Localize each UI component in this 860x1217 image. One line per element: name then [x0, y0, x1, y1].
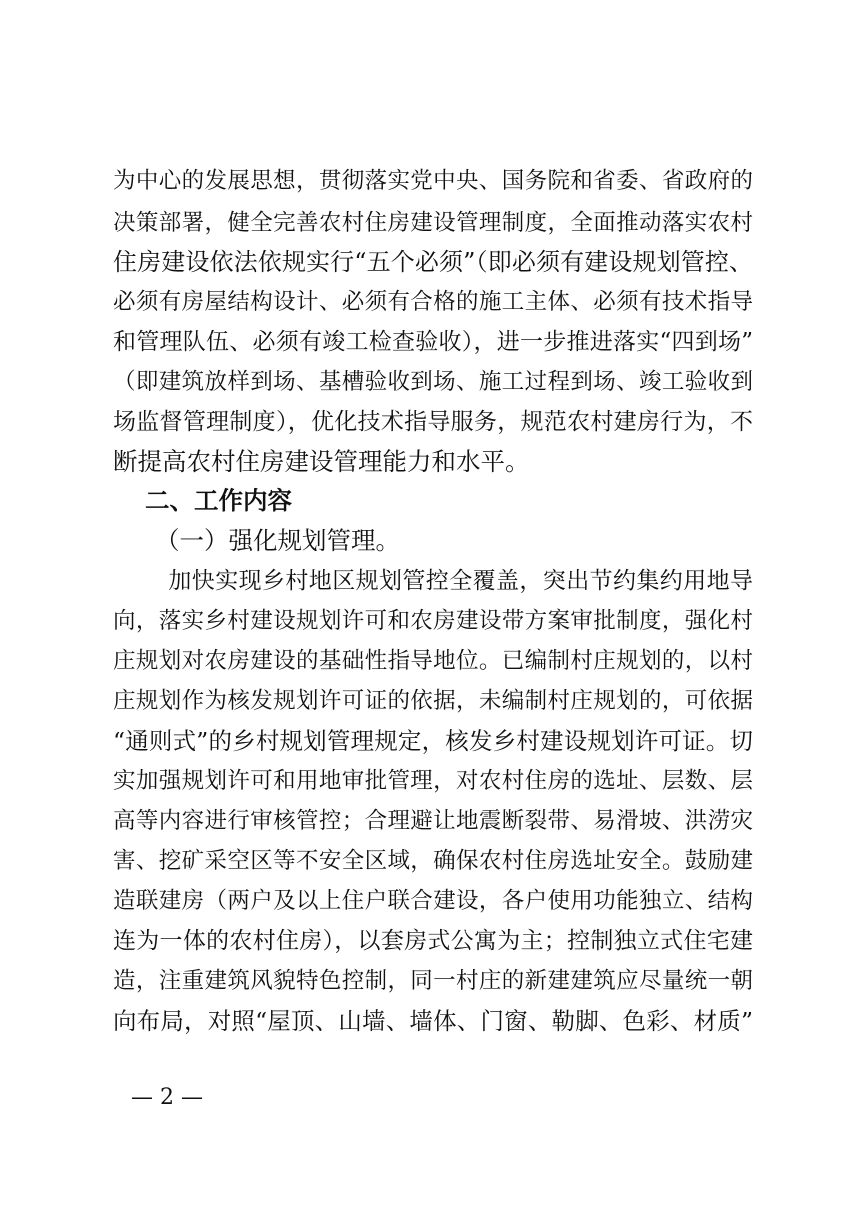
paragraph-line: 和管理队伍、必须有竣工检查验收），进一步推进落实“四到场”: [113, 329, 753, 355]
paragraph-line: 连为一体的农村住房），以套房式公寓为主；控制独立式住宅建: [113, 928, 753, 954]
paragraph-line: 断提高农村住房建设管理能力和水平。: [113, 447, 530, 476]
paragraph-line: 场监督管理制度），优化技术指导服务，规范农村建房行为，不: [113, 409, 753, 435]
paragraph-line: 住房建设依法依规实行“五个必须”（即必须有建设规划管控、: [113, 248, 753, 276]
paragraph-line: “通则式”的乡村规划管理规定，核发乡村建设规划许可证。切: [113, 727, 753, 755]
paragraph-line: 庄规划对农房建设的基础性指导地位。已编制村庄规划的，以村: [113, 648, 753, 674]
paragraph-line: 决策部署，健全完善农村住房建设管理制度，全面推动落实农村: [113, 210, 753, 236]
paragraph-line: （即建筑放样到场、基槽验收到场、施工过程到场、竣工验收到: [113, 369, 753, 395]
paragraph-line: 必须有房屋结构设计、必须有合格的施工主体、必须有技术指导: [113, 289, 753, 315]
paragraph-line: 实加强规划许可和用地审批管理，对农村住房的选址、层数、层: [113, 768, 753, 794]
section-heading: 二、工作内容: [145, 486, 292, 515]
paragraph-line: 为中心的发展思想，贯彻落实党中央、国务院和省委、省政府的: [113, 168, 753, 194]
paragraph-line: 向布局，对照“屋顶、山墙、墙体、门窗、勒脚、色彩、材质”: [113, 1007, 753, 1035]
paragraph-line: 高等内容进行审核管控；合理避让地震断裂带、易滑坡、洪涝灾: [113, 808, 753, 834]
paragraph-line: 向，落实乡村建设规划许可和农房建设带方案审批制度，强化村: [113, 608, 753, 634]
paragraph-line: 造联建房（两户及以上住户联合建设，各户使用功能独立、结构: [113, 888, 753, 914]
subsection-heading: （一）强化规划管理。: [155, 526, 400, 555]
paragraph-line: 庄规划作为核发规划许可证的依据，未编制村庄规划的，可依据: [113, 688, 753, 714]
page-number: — 2 —: [131, 1085, 203, 1110]
paragraph-line: 害、挖矿采空区等不安全区域，确保农村住房选址安全。鼓励建: [113, 848, 753, 874]
paragraph-line: 造，注重建筑风貌特色控制，同一村庄的新建建筑应尽量统一朝: [113, 968, 753, 994]
paragraph-line: 加快实现乡村地区规划管控全覆盖，突出节约集约用地导: [145, 568, 753, 594]
